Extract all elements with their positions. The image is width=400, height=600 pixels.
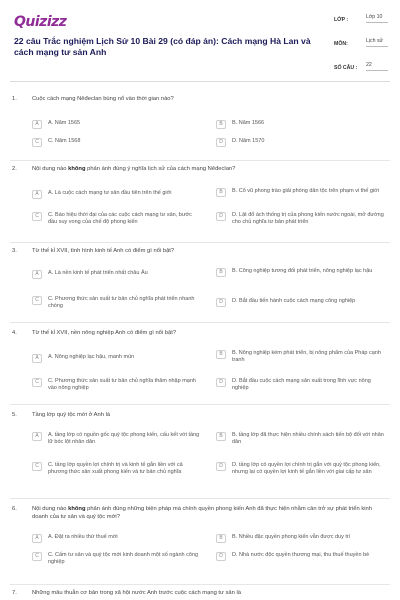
option-letter-box: D — [216, 212, 226, 221]
option-letter-box: C — [32, 552, 42, 561]
option-text: B. Công nghiệp tương đối phát triển, nông nghiệp lạc hậu — [232, 268, 373, 274]
option-text: A. Là nền kinh tế phát triển nhất châu Âu — [48, 270, 148, 276]
question-text: Từ thế kỉ XVII, nền nông nghiệp Anh có điểm gì nổi bật? — [32, 330, 177, 336]
option-text: B. tầng lớp đã thực hiện nhiều chính sách tiến bộ đối với nhân dân — [232, 432, 384, 445]
meta-count — [334, 62, 392, 86]
question-text: Những mâu thuẫn cơ bản trong xã hội nước Anh trước cuộc cách mạng tư sản là — [32, 590, 241, 596]
option-letter-box: D — [216, 138, 226, 147]
question-number: 7. — [12, 590, 17, 596]
question-number: 1. — [12, 96, 17, 102]
option-text: A. Đặt ra nhiều thứ thuế mới — [48, 534, 118, 540]
option-text: C. Báo hiệu thời đại của các cuộc cách mạng tư sản, bước đầu suy vong của chế độ phong kiến — [48, 212, 192, 225]
option-text: D. Năm 1570 — [232, 138, 265, 144]
option-letter-box: B — [216, 432, 226, 441]
count-label: SỐ CÂU : — [334, 65, 358, 71]
option-text: D. Bắt đầu tiến hành cuộc cách mạng công nghiệp — [232, 298, 356, 304]
question-5 — [10, 412, 390, 496]
option-letter-box: D — [216, 462, 226, 471]
divider — [10, 584, 390, 585]
option-letter-box: D — [216, 298, 226, 307]
option-letter-box: A — [32, 190, 42, 199]
count-value: 22 — [366, 62, 388, 71]
document-header — [10, 8, 390, 82]
option-letter-box: A — [32, 270, 42, 279]
question-7 — [10, 590, 390, 600]
option-text: B. Cổ vũ phong trào giải phóng dân tộc trên phạm vi thế giới — [232, 188, 380, 194]
option-letter-box: D — [216, 378, 226, 387]
divider — [10, 498, 390, 499]
option-text: A. tầng lớp có nguồn gốc quý tộc phong kiến, cấu kết với tầng lữ bóc lột nhân dân — [48, 432, 200, 445]
question-number: 2. — [12, 166, 17, 172]
option-text: D. Nhà nước độc quyền thương mại, thu thuế thuyền bè — [232, 552, 370, 558]
divider — [10, 404, 390, 405]
class-value: Lớp 10 — [366, 14, 388, 23]
question-number: 6. — [12, 506, 17, 512]
option-letter-box: B — [216, 534, 226, 543]
question-number: 5. — [12, 412, 17, 418]
subject-label: MÔN: — [334, 41, 348, 47]
question-6 — [10, 506, 390, 584]
option-letter-box: A — [32, 120, 42, 129]
question-3 — [10, 248, 390, 320]
question-text: Từ thế kỉ XVII, tình hình kinh tế Anh có điểm gì nổi bật? — [32, 248, 175, 254]
question-number: 3. — [12, 248, 17, 254]
quizizz-logo: Quizizz — [14, 14, 67, 30]
option-letter-box: B — [216, 268, 226, 277]
option-text: B. Năm 1566 — [232, 120, 265, 126]
divider — [10, 242, 390, 243]
option-letter-box: C — [32, 138, 42, 147]
option-letter-box: C — [32, 296, 42, 305]
question-text: Tầng lớp quý tộc mới ở Anh là — [32, 412, 111, 418]
option-text: B. Nông nghiệp kém phát triển, bị nông phẩm của Pháp cạnh tranh — [232, 350, 381, 363]
option-text: C. Phương thức sản xuất tư bản chủ nghĩa thâm nhập mạnh vào nông nghiệp — [48, 378, 196, 391]
option-text: C. Phương thức sản xuất tư bản chủ nghĩa phát triển nhanh chóng — [48, 296, 195, 309]
option-text: B. Nhiều đặc quyền phong kiến vẫn được duy trì — [232, 534, 351, 540]
question-text: Nội dung nào không phản ánh đúng những biện pháp mà chính quyền phong kiến Anh đã thực hiện nhằm cản trở sự phát triển kinh doanh của tư sản và quý tộc mới? — [32, 506, 372, 520]
option-text: C. Năm 1568 — [48, 138, 81, 144]
meta-class — [334, 14, 392, 38]
option-letter-box: C — [32, 462, 42, 471]
meta-subject — [334, 38, 392, 62]
divider — [10, 322, 390, 323]
option-letter-box: B — [216, 120, 226, 129]
option-text: A. Năm 1565 — [48, 120, 81, 126]
subject-value: Lịch sử — [366, 38, 388, 47]
divider — [10, 160, 390, 161]
question-1 — [10, 96, 390, 158]
option-letter-box: D — [216, 552, 226, 561]
option-text: A. Nông nghiệp lạc hậu, manh mún — [48, 354, 135, 360]
question-text: Nội dung nào không phản ánh đúng ý nghĩa lịch sử của cách mạng Nêđeclan? — [32, 166, 236, 172]
option-letter-box: A — [32, 354, 42, 363]
document-title: 22 câu Trắc nghiệm Lịch Sử 10 Bài 29 (có đáp án): Cách mạng Hà Lan và cách mạng tư sản Anh — [14, 36, 311, 57]
option-text: D. tầng lớp có quyền lợi chính trị gắn với quý tộc phong kiến, nhưng lại có quyền lợi kinh tế gắn liền với giai cấp tư sản — [232, 462, 381, 475]
option-letter-box: A — [32, 534, 42, 543]
question-4 — [10, 330, 390, 402]
option-letter-box: B — [216, 188, 226, 197]
question-text: Cuộc cách mạng Nêđeclan bùng nổ vào thời gian nào? — [32, 96, 174, 102]
option-text: D. Lật đổ ách thống trị của phong kiến nước ngoài, mở đường cho chủ nghĩa tư bản phát triển — [232, 212, 384, 225]
option-letter-box: C — [32, 212, 42, 221]
class-label: LỚP : — [334, 17, 349, 23]
option-letter-box: A — [32, 432, 42, 441]
option-text: C. tầng lớp quyền lợi chính trị và kinh tế gắn liền với cả phương thức sản xuất phong kiến và tư bản chủ nghĩa — [48, 462, 183, 475]
question-2 — [10, 166, 390, 240]
question-number: 4. — [12, 330, 17, 336]
meta-panel — [334, 14, 392, 86]
option-letter-box: C — [32, 378, 42, 387]
option-letter-box: B — [216, 350, 226, 359]
option-text: A. Là cuộc cách mạng tư sản đầu tiên trên thế giới — [48, 190, 172, 196]
option-text: D. Bắt đầu cuộc cách mạng sản xuất trong lĩnh vực nông nghiệp — [232, 378, 371, 391]
option-text: C. Cấm tư sản và quý tộc mới kinh doanh một số ngành công nghiệp — [48, 552, 199, 565]
